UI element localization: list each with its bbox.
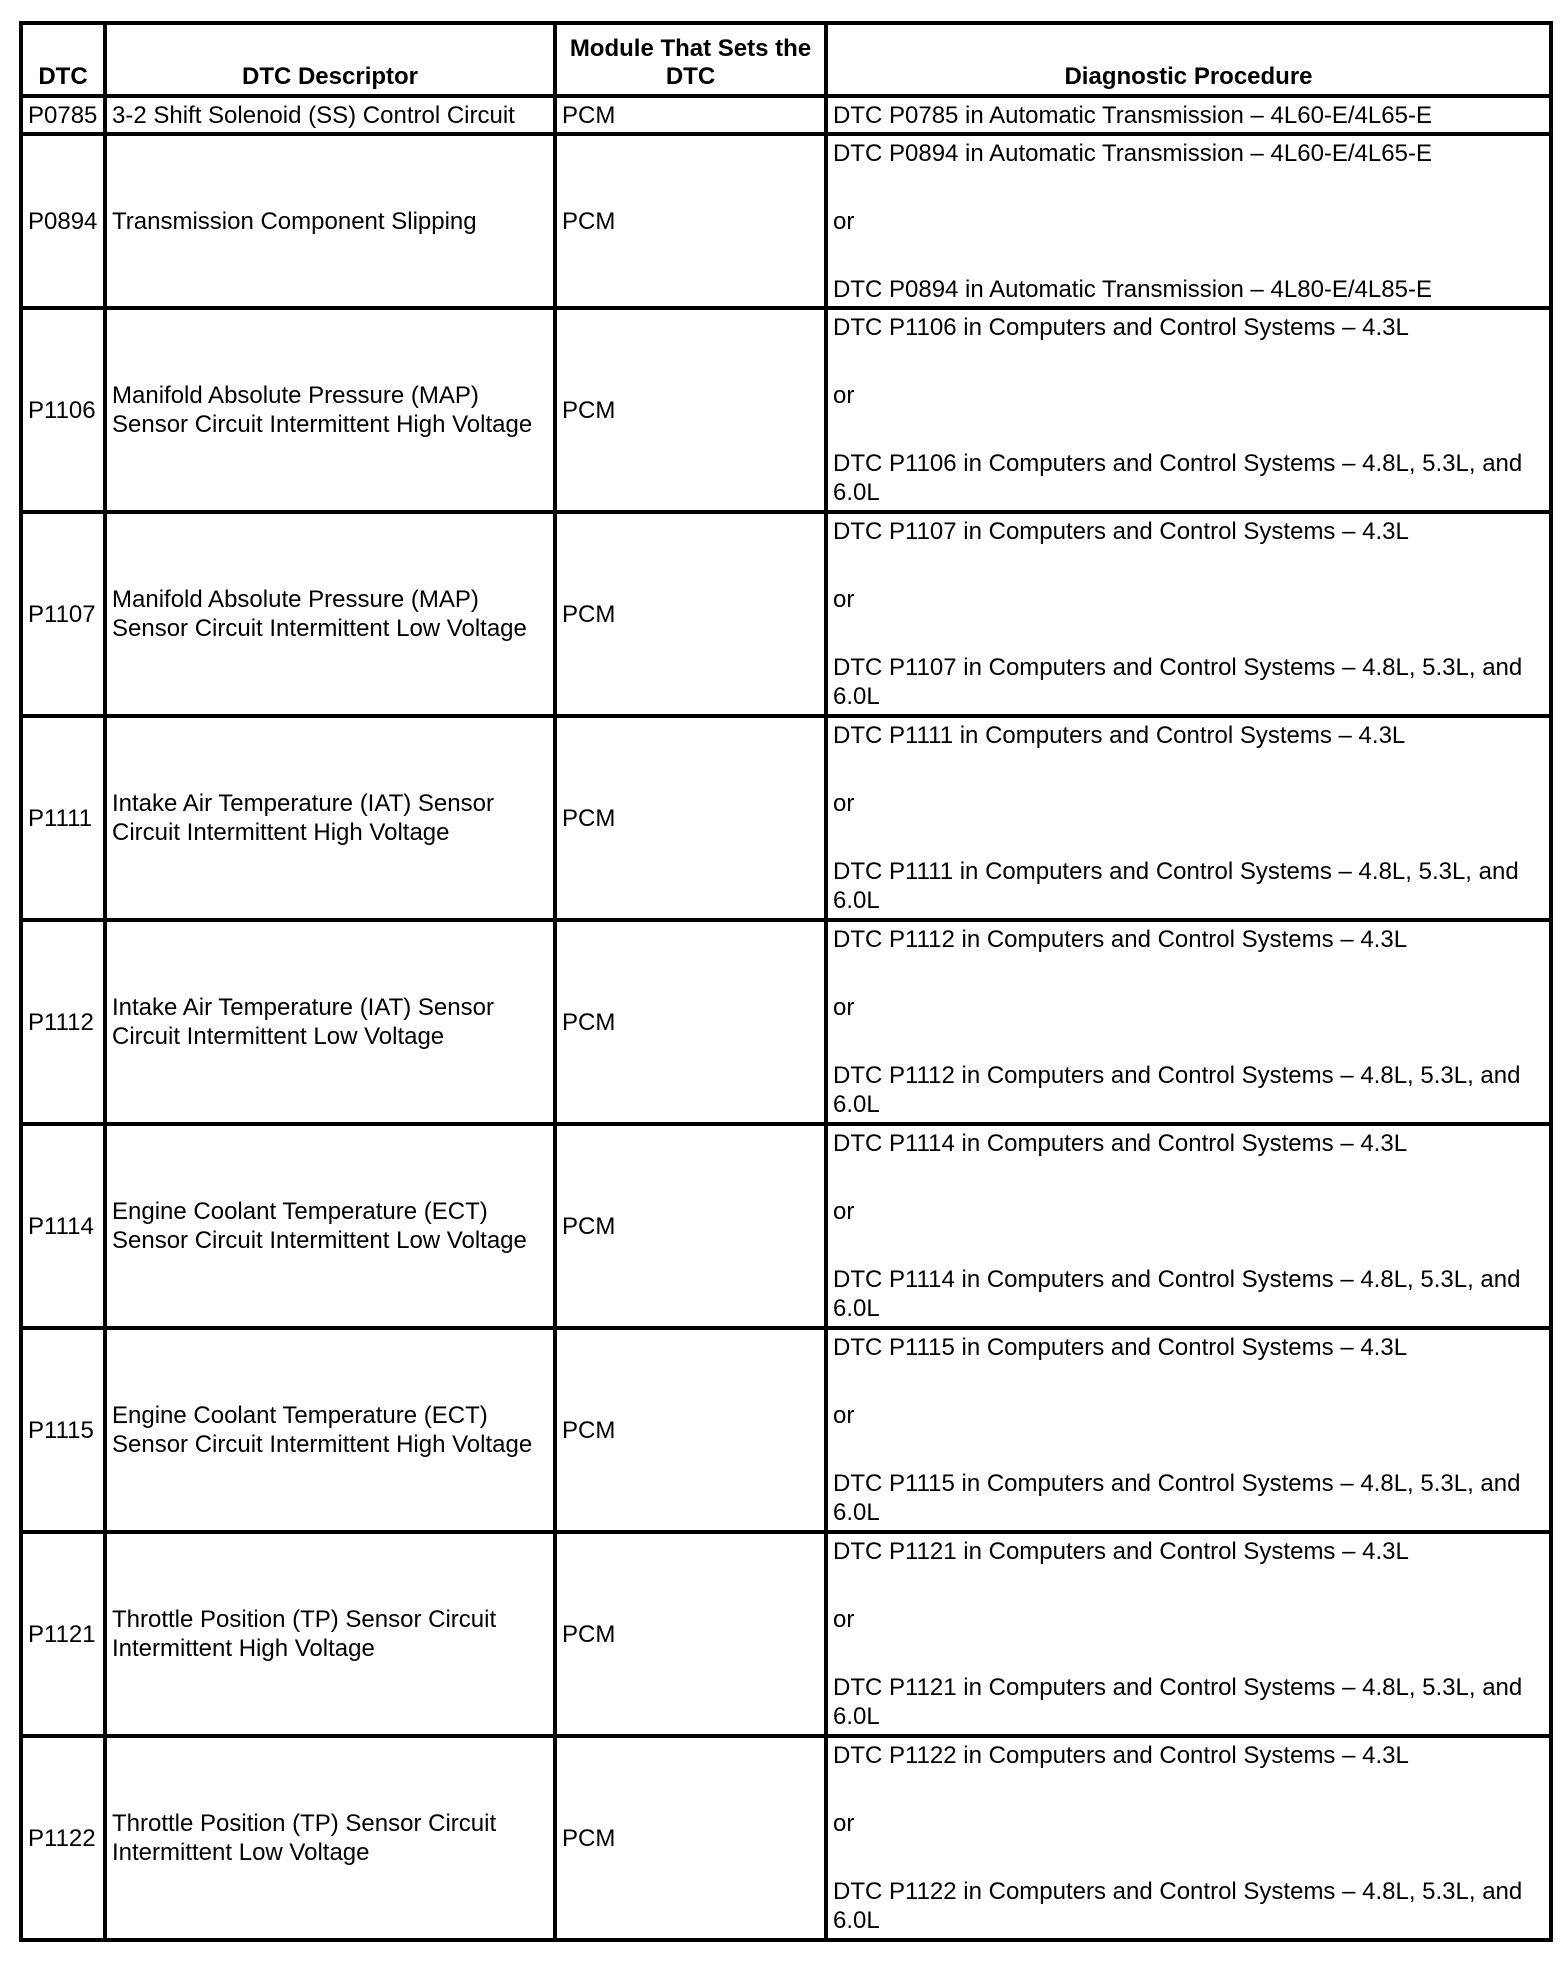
or-separator: or: [833, 1402, 855, 1429]
dtc-code: P1114: [21, 1124, 105, 1328]
spacer: [833, 1838, 1544, 1877]
dtc-module: PCM: [555, 308, 826, 512]
header-row: [21, 23, 1551, 96]
table-row: [21, 920, 1551, 1124]
dtc-code: P1115: [21, 1328, 105, 1532]
dtc-code: P1106: [21, 308, 105, 512]
header-dtc: DTC: [21, 23, 105, 96]
dtc-descriptor: Manifold Absolute Pressure (MAP) Sensor Circuit Intermittent Low Voltage: [105, 512, 555, 716]
diagnostic-procedure: [826, 716, 1551, 920]
procedure-link[interactable]: DTC P1114 in Computers and Control Systems – 4.8L, 5.3L, and 6.0L: [833, 1266, 1521, 1322]
table-row: [21, 1736, 1551, 1940]
spacer: [833, 1362, 1544, 1401]
spacer: [833, 818, 1544, 857]
diagnostic-procedure: [826, 308, 1551, 512]
dtc-descriptor: Intake Air Temperature (IAT) Sensor Circuit Intermittent High Voltage: [105, 716, 555, 920]
dtc-descriptor: Manifold Absolute Pressure (MAP) Sensor Circuit Intermittent High Voltage: [105, 308, 555, 512]
procedure-link[interactable]: DTC P1106 in Computers and Control Systems – 4.8L, 5.3L, and 6.0L: [833, 450, 1523, 506]
procedure-link[interactable]: DTC P1121 in Computers and Control Systems – 4.8L, 5.3L, and 6.0L: [833, 1674, 1523, 1730]
diagnostic-procedure: [826, 1736, 1551, 1940]
procedure-link[interactable]: DTC P1106 in Computers and Control Systems – 4.3L: [833, 314, 1409, 341]
or-separator: or: [833, 790, 855, 817]
spacer: [833, 1566, 1544, 1605]
or-separator: or: [833, 1810, 855, 1837]
dtc-module: PCM: [555, 1124, 826, 1328]
dtc-code: P0785: [21, 96, 105, 134]
dtc-module: PCM: [555, 1328, 826, 1532]
or-separator: or: [833, 994, 855, 1021]
procedure-link[interactable]: DTC P0785 in Automatic Transmission – 4L60-E/4L65-E: [833, 101, 1432, 129]
spacer: [833, 236, 1544, 275]
dtc-descriptor: Engine Coolant Temperature (ECT) Sensor Circuit Intermittent High Voltage: [105, 1328, 555, 1532]
procedure-link[interactable]: DTC P0894 in Automatic Transmission – 4L60-E/4L65-E: [833, 139, 1432, 167]
dtc-descriptor: Throttle Position (TP) Sensor Circuit Intermittent Low Voltage: [105, 1736, 555, 1940]
dtc-descriptor: Engine Coolant Temperature (ECT) Sensor Circuit Intermittent Low Voltage: [105, 1124, 555, 1328]
dtc-descriptor: Throttle Position (TP) Sensor Circuit Intermittent High Voltage: [105, 1532, 555, 1736]
table-row: [21, 96, 1551, 134]
procedure-link[interactable]: DTC P1107 in Computers and Control Systems – 4.8L, 5.3L, and 6.0L: [833, 654, 1523, 710]
dtc-module: PCM: [555, 512, 826, 716]
diagnostic-procedure: [826, 134, 1551, 308]
dtc-module: PCM: [555, 716, 826, 920]
or-separator: or: [833, 207, 855, 235]
procedure-link[interactable]: DTC P0894 in Automatic Transmission – 4L80-E/4L85-E: [833, 275, 1432, 303]
diagnostic-procedure: [826, 1328, 1551, 1532]
dtc-descriptor: Intake Air Temperature (IAT) Sensor Circuit Intermittent Low Voltage: [105, 920, 555, 1124]
spacer: [833, 168, 1544, 207]
or-separator: or: [833, 382, 855, 409]
table-row: [21, 716, 1551, 920]
diagnostic-procedure: [826, 920, 1551, 1124]
dtc-module: PCM: [555, 134, 826, 308]
table-row: [21, 1328, 1551, 1532]
spacer: [833, 410, 1544, 449]
header-module: Module That Sets the DTC: [555, 23, 826, 96]
header-procedure: Diagnostic Procedure: [826, 23, 1551, 96]
spacer: [833, 614, 1544, 653]
procedure-link[interactable]: DTC P1111 in Computers and Control Systems – 4.3L: [833, 722, 1406, 749]
dtc-module: PCM: [555, 920, 826, 1124]
diagnostic-procedure: [826, 96, 1551, 134]
dtc-code: P1121: [21, 1532, 105, 1736]
dtc-code: P1112: [21, 920, 105, 1124]
procedure-link[interactable]: DTC P1112 in Computers and Control Systems – 4.8L, 5.3L, and 6.0L: [833, 1062, 1521, 1118]
header-descriptor: DTC Descriptor: [105, 23, 555, 96]
procedure-link[interactable]: DTC P1122 in Computers and Control Systems – 4.3L: [833, 1742, 1409, 1769]
dtc-code: P1107: [21, 512, 105, 716]
table-row: [21, 1532, 1551, 1736]
dtc-module: PCM: [555, 1532, 826, 1736]
dtc-table: [19, 21, 1553, 1942]
spacer: [833, 954, 1544, 993]
spacer: [833, 1022, 1544, 1061]
spacer: [833, 1226, 1544, 1265]
table-row: [21, 512, 1551, 716]
spacer: [833, 546, 1544, 585]
procedure-link[interactable]: DTC P1114 in Computers and Control Systems – 4.3L: [833, 1130, 1408, 1157]
spacer: [833, 1430, 1544, 1469]
spacer: [833, 750, 1544, 789]
dtc-code: P1122: [21, 1736, 105, 1940]
dtc-descriptor: 3-2 Shift Solenoid (SS) Control Circuit: [105, 96, 555, 134]
dtc-module: PCM: [555, 1736, 826, 1940]
dtc-code: P1111: [21, 716, 105, 920]
dtc-descriptor: Transmission Component Slipping: [105, 134, 555, 308]
spacer: [833, 1634, 1544, 1673]
dtc-module: PCM: [555, 96, 826, 134]
spacer: [833, 342, 1544, 381]
procedure-link[interactable]: DTC P1122 in Computers and Control Systems – 4.8L, 5.3L, and 6.0L: [833, 1878, 1523, 1934]
table-row: [21, 308, 1551, 512]
diagnostic-procedure: [826, 1532, 1551, 1736]
spacer: [833, 1770, 1544, 1809]
procedure-link[interactable]: DTC P1111 in Computers and Control Systems – 4.8L, 5.3L, and 6.0L: [833, 858, 1519, 914]
diagnostic-procedure: [826, 512, 1551, 716]
procedure-link[interactable]: DTC P1107 in Computers and Control Systems – 4.3L: [833, 518, 1409, 545]
table-row: [21, 134, 1551, 308]
procedure-link[interactable]: DTC P1115 in Computers and Control Systems – 4.3L: [833, 1334, 1408, 1361]
procedure-link[interactable]: DTC P1112 in Computers and Control Systems – 4.3L: [833, 926, 1408, 953]
diagnostic-procedure: [826, 1124, 1551, 1328]
table-row: [21, 1124, 1551, 1328]
procedure-link[interactable]: DTC P1115 in Computers and Control Systems – 4.8L, 5.3L, and 6.0L: [833, 1470, 1521, 1526]
dtc-code: P0894: [21, 134, 105, 308]
or-separator: or: [833, 1606, 855, 1633]
or-separator: or: [833, 586, 855, 613]
procedure-link[interactable]: DTC P1121 in Computers and Control Systems – 4.3L: [833, 1538, 1409, 1565]
or-separator: or: [833, 1198, 855, 1225]
spacer: [833, 1158, 1544, 1197]
